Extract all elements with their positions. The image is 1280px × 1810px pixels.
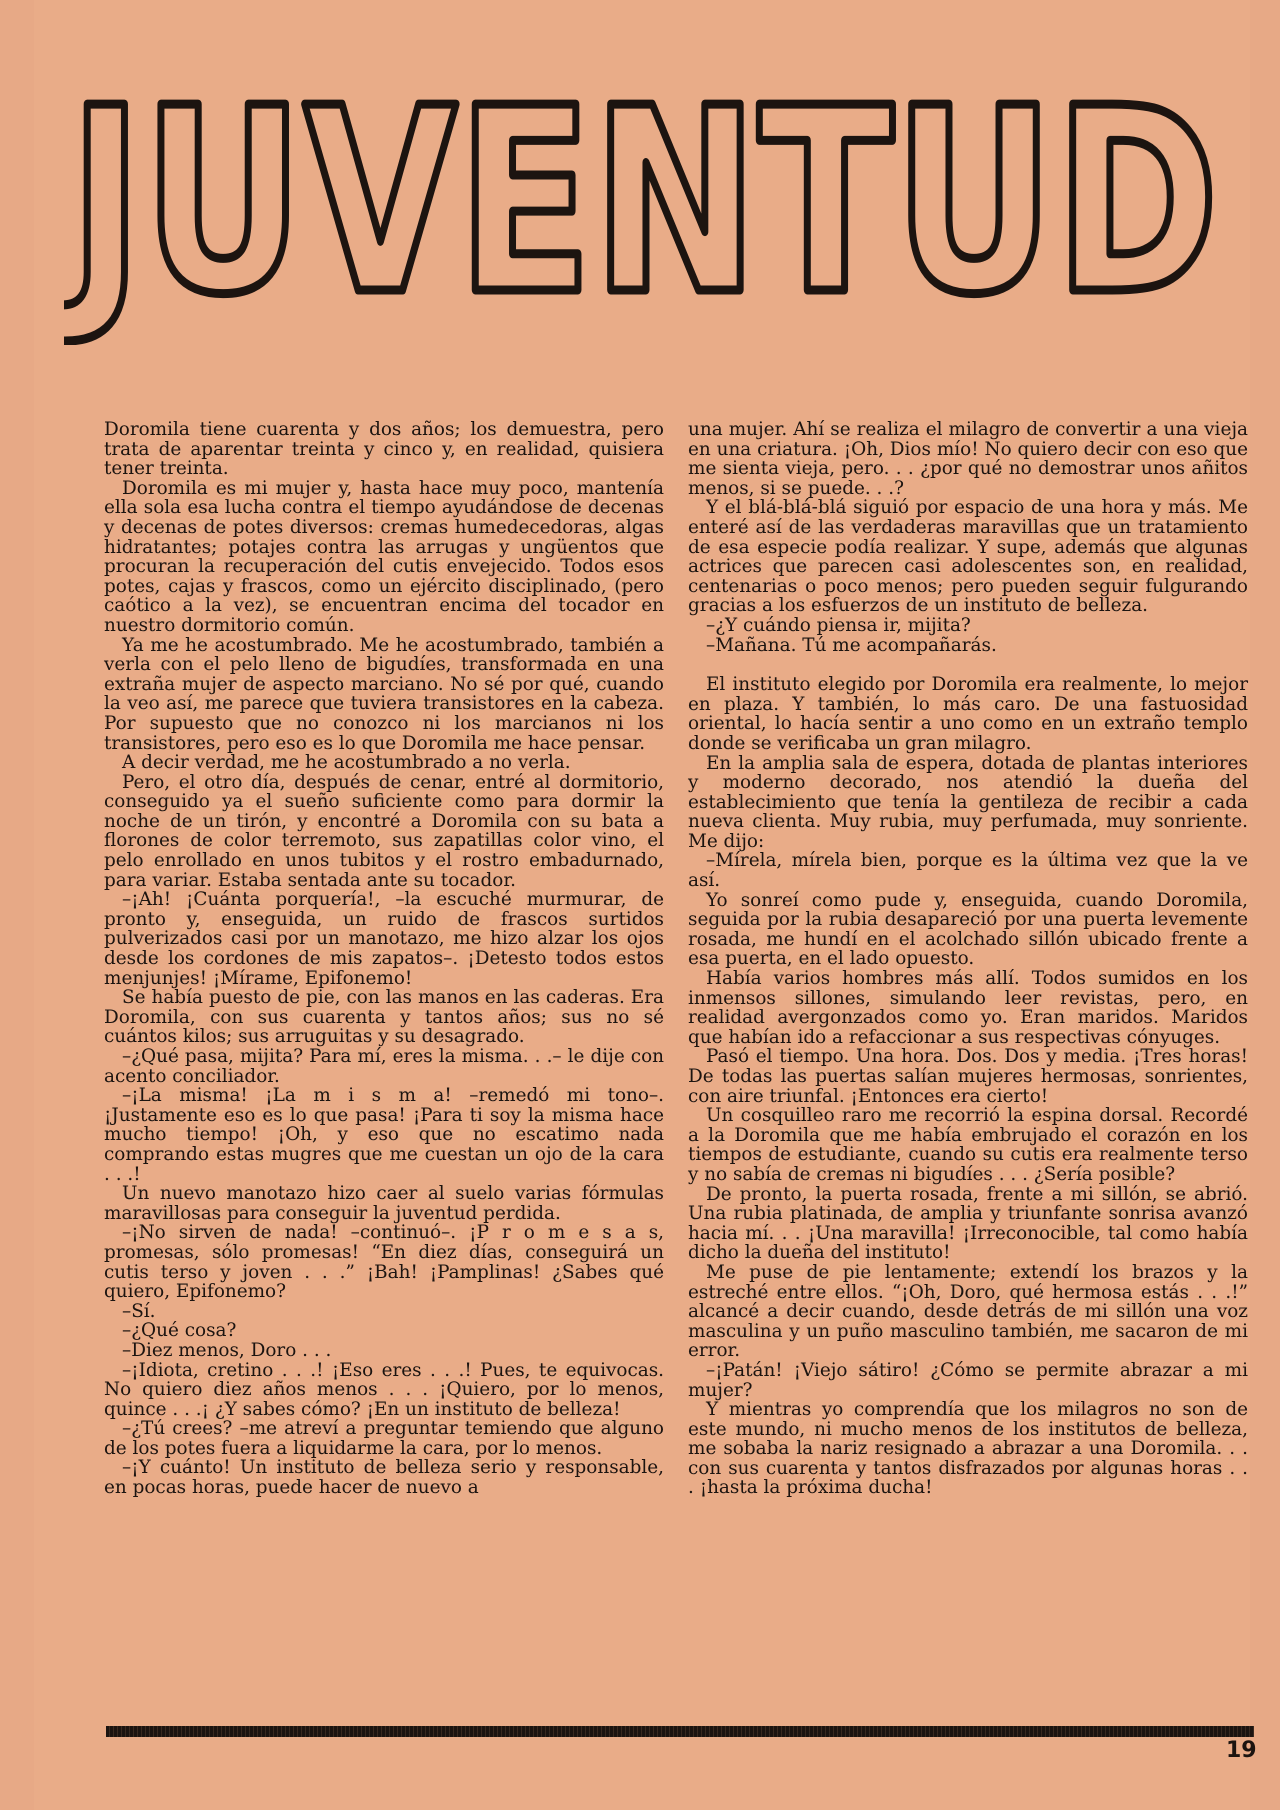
paragraph: Había varios hombres más allí. Todos sumidos en los inmensos sillones, simulando leer revistas, pero, en realidad avergonzados como yo. Eran maridos. Maridos que habían ido a refaccionar a sus respectivas cónyuges.	[688, 968, 1248, 1048]
paragraph: –Mañana. Tú me acompañarás.	[706, 634, 997, 656]
paragraph: –¡Idiota, cretino . . .! ¡Eso eres . . .! Pues, te equivocas. No quiero diez años menos . . . ¡Quiero, por lo menos, quince . . .¡ ¿Y sabes cómo? ¡En un instituto de belleza!	[104, 1359, 664, 1420]
paragraph: Y el blá-blá-blá siguió por espacio de una hora y más. Me enteré así de las verdaderas maravillas que un tratamiento de esa especie podía realizar. Y supe, además que algunas actrices que parecen casi adolescentes son, en realidad, centenarias o poco menos; pero pueden seguir fulgurando gracias a los esfuerzos de un instituto de belleza.	[688, 497, 1248, 617]
paragraph: Doromila tiene cuarenta y dos años; los demuestra, pero trata de aparentar treinta y cinco y, en realidad, quisiera tener treinta.	[104, 419, 664, 480]
paragraph: –Diez menos, Doro . . .	[122, 1339, 332, 1361]
paragraph: En la amplia sala de espera, dotada de plantas interiores y moderno decorado, nos atendió la dueña del establecimiento que tenía la gentileza de recibir a cada nueva clienta. Muy rubia, muy perfumada, muy sonriente. Me dijo:	[688, 752, 1248, 852]
paragraph: Pero, el otro día, después de cenar, entré al dormitorio, conseguido ya el sueño suficiente como para dormir la noche de un tirón, y encontré a Doromila con su bata a florones de color terremoto, sus zapatillas color vino, el pelo enrollado en unos tubitos y el rostro embadurnado, para variar. Estaba sentada ante su tocador.	[104, 771, 664, 891]
paragraph: Me puse de pie lentamente; extendí los brazos y la estreché entre ellos. “¡Oh, Doro, qué hermosa estás . . .!” alcancé a decir cuando, desde detrás de mi sillón una voz masculina y un puño masculino también, me sacaron de mi error.	[688, 1261, 1248, 1362]
paragraph: –¿Y cuándo piensa ir, mijita?	[706, 614, 971, 636]
paragraph: –¿Qué pasa, mijita? Para mí, eres la misma. . .– le dije con acento conciliador.	[104, 1046, 664, 1087]
paragraph: De pronto, la puerta rosada, frente a mi sillón, se abrió. Una rubia platinada, de amplia y triunfante sonrisa avanzó hacia mí. . . ¡Una maravilla! ¡Irreconocible, tal como había dicho la dueña del instituto!	[688, 1183, 1248, 1264]
magazine-page	[34, 0, 1257, 1810]
paragraph: –¡La misma! ¡La m i s m a! –remedó mi tono–. ¡Justamente eso es lo que pasa! ¡Para ti soy la misma hace mucho tiempo! ¡Oh, y eso que no escatimo nada comprando estas mugres que me cuestan un ojo de la cara . . .!	[104, 1085, 664, 1185]
paragraph: –¡Patán! ¡Viejo sátiro! ¿Cómo se permite abrazar a mi mujer?	[688, 1359, 1248, 1401]
paragraph: A decir verdad, me he acostumbrado a no verla.	[122, 752, 571, 774]
paragraph: Un nuevo manotazo hizo caer al suelo varias fórmulas maravillosas para conseguir la juventud perdida.	[104, 1183, 664, 1224]
page-number: 19	[1226, 1738, 1257, 1763]
paragraph: –¿Qué cosa?	[122, 1320, 237, 1342]
paragraph: Doromila es mi mujer y, hasta hace muy poco, mantenía ella sola esa lucha contra el tiempo ayudándose de decenas y decenas de potes diversos: cremas humedecedoras, algas hidratantes; potajes contra las arrugas y ungüentos que procuran la recuperación del cutis envejecido. Todos esos potes, cajas y frascos, como un ejército disciplinado, (pero caótico a la vez), se encuentran encima del tocador en nuestro dormitorio común.	[104, 477, 664, 636]
paragraph: El instituto elegido por Doromila era realmente, lo mejor en plaza. Y también, lo más caro. De una fastuosidad oriental, lo hacía sentir a uno como en un extraño templo donde se verificaba un gran milagro.	[688, 674, 1248, 754]
footer-rule	[106, 1726, 1254, 1737]
left-column	[104, 420, 664, 1498]
paragraph: –Sí.	[122, 1300, 156, 1322]
paragraph: –¡No sirven de nada! –continuó–. ¡P r o m e s a s, promesas, sólo promesas! “En diez días, conseguirá un cutis terso y joven . . .” ¡Bah! ¡Pamplinas! ¿Sabes qué quiero, Epifonemo?	[104, 1222, 664, 1303]
paragraph: –¡Y cuánto! Un instituto de belleza serio y responsable, en pocas horas, puede hacer de nuevo a	[104, 1457, 664, 1499]
paragraph: –¿Tú crees? –me atreví a preguntar temiendo que alguno de los potes fuera a liquidarme la cara, por lo menos.	[104, 1418, 664, 1459]
paragraph: –Mírela, mírela bien, porque es la última vez que la ve así.	[688, 850, 1248, 892]
paragraph: Yo sonreí como pude y, enseguida, cuando Doromila, seguida por la rubia desapareció por una puerta levemente rosada, me hundí en el acolchado sillón ubicado frente a esa puerta, en el lado opuesto.	[688, 889, 1248, 970]
paragraph: Un cosquilleo raro me recorrió la espina dorsal. Recordé a la Doromila que me había embrujado el corazón en los tiempos de estudiante, cuando su cutis era realmente terso y no sabía de cremas ni bigudíes . . . ¿Sería posible?	[688, 1105, 1248, 1185]
paragraph: una mujer. Ahí se realiza el milagro de convertir a una vieja en una criatura. ¡Oh, Dios mío! No quiero decir con eso que me sienta vieja, pero. . . ¿por qué no demostrar unos añitos menos, si se puede. . .?	[688, 419, 1248, 499]
paragraph: Y mientras yo comprendía que los milagros no son de este mundo, ni mucho menos de los institutos de belleza, me sobaba la nariz resignado a abrazar a una Doromila. . . con sus cuarenta y tantos disfrazados por algunas horas . . . ¡hasta la próxima ducha!	[688, 1399, 1248, 1499]
title-text: JUVENTUD	[64, 55, 1219, 345]
title-lettering	[64, 55, 1224, 345]
paragraph: –¡Ah! ¡Cuánta porquería!, –la escuché murmurar, de pronto y, enseguida, un ruido de frascos surtidos pulverizados casi por un manotazo, me hizo alzar los ojos desde los cordones de mis zapatos–. ¡Detesto todos estos menjunjes! ¡Mírame, Epifonemo!	[104, 889, 664, 989]
story-title	[64, 55, 1224, 345]
paragraph: Pasó el tiempo. Una hora. Dos. Dos y media. ¡Tres horas! De todas las puertas salían mujeres hermosas, sonrientes, con aire triunfal. ¡Entonces era cierto!	[688, 1046, 1248, 1107]
paragraph: Ya me he acostumbrado. Me he acostumbrado, también a verla con el pelo lleno de bigudíes, transformada en una extraña mujer de aspecto marciano. No sé por qué, cuando la veo así, me parece que tuviera transistores en la cabeza. Por supuesto que no conozco ni los marcianos ni los transistores, pero eso es lo que Doromila me hace pensar.	[104, 634, 664, 754]
paragraph: Se había puesto de pie, con las manos en las caderas. Era Doromila, con sus cuarenta y tantos años; sus no sé cuántos kilos; sus arruguitas y su desagrado.	[104, 987, 664, 1048]
right-column	[688, 420, 1248, 1498]
